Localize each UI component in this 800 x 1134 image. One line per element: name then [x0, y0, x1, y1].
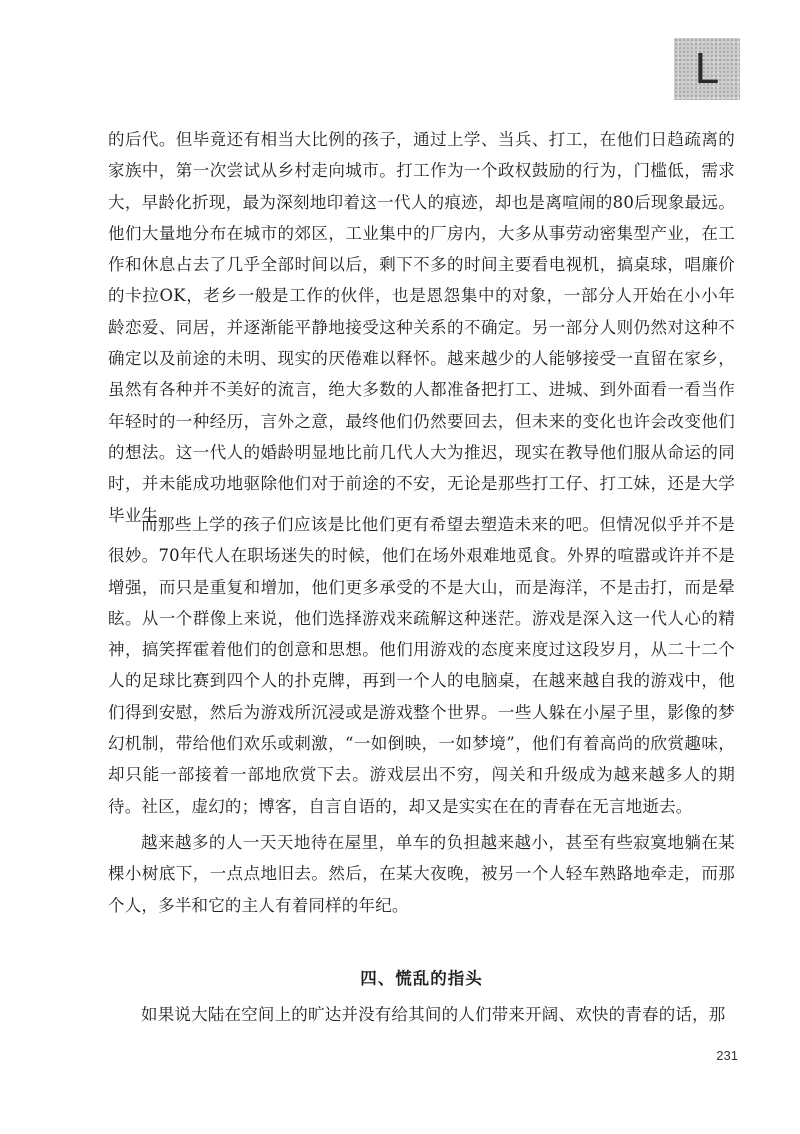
page-body	[108, 124, 735, 1031]
section-heading: 四、慌乱的指头	[360, 969, 483, 988]
chapter-corner-tab	[674, 38, 740, 100]
chapter-letter: L	[694, 44, 720, 93]
page-number: 231	[716, 1048, 738, 1063]
paragraph-4: 如果说大陆在空间上的旷达并没有给其间的人们带来开阔、欢快的青春的话，那	[141, 1005, 726, 1024]
paragraph-2: 而那些上学的孩子们应该是比他们更有希望去塑造未来的吧。但情况似乎并不是很妙。70年代人在职场迷失的时候，他们在场外艰难地觅食。外界的喧嚣或许并不是增强，而只是重复和增加，他们更多承受的不是大山，而是海洋，不是击打，而是晕眩。从一个群像上来说，他们选择游戏来疏解这种迷茫。游戏是深入这一代人心的精神，搞笑挥霍着他们的创意和思想。他们用游戏的态度来度过这段岁月，从二十二个人的足球比赛到四个人的扑克牌，再到一个人的电脑桌，在越来越自我的游戏中，他们得到安慰，然后为游戏所沉浸或是游戏整个世界。一些人躲在小屋子里，影像的梦幻机制，带给他们欢乐或刺激，“一如倒映，一如梦境”，他们有着高尚的欣赏趣味，却只能一部接着一部地欣赏下去。游戏层出不穷，闯关和升级成为越来越多人的期待。社区，虚幻的；博客，自言自语的，却又是实实在在的青春在无言地逝去。	[108, 515, 735, 816]
paragraph-3: 越来越多的人一天天地待在屋里，单车的负担越来越小，甚至有些寂寞地躺在某棵小树底下，一点点地旧去。然后，在某大夜晚，被另一个人轻车熟路地牵走，而那个人，多半和它的主人有着同样的年纪。	[108, 833, 735, 915]
paragraph-1: 的后代。但毕竟还有相当大比例的孩子，通过上学、当兵、打工，在他们日趋疏离的家族中，第一次尝试从乡村走向城市。打工作为一个政权鼓励的行为，门槛低，需求大，早龄化折现，最为深刻地印着这一代人的痕迹，却也是离喧闹的80后现象最远。他们大量地分布在城市的郊区，工业集中的厂房内，大多从事劳动密集型产业，在工作和休息占去了几乎全部时间以后，剩下不多的时间主要看电视机，搞桌球，唱廉价的卡拉OK，老乡一般是工作的伙伴，也是恩怨集中的对象，一部分人开始在小小年龄恋爱、同居，并逐渐能平静地接受这种关系的不确定。另一部分人则仍然对这种不确定以及前途的未明、现实的厌倦难以释怀。越来越少的人能够接受一直留在家乡，虽然有各种并不美好的流言，绝大多数的人都准备把打工、进城、到外面看一看当作年轻时的一种经历，言外之意，最终他们仍然要回去，但未来的变化也许会改变他们的想法。这一代人的婚龄明显地比前几代人大为推迟，现实在教导他们服从命运的同时，并未能成功地驱除他们对于前途的不安，无论是那些打工仔、打工妹，还是大学毕业生。	[108, 130, 735, 525]
